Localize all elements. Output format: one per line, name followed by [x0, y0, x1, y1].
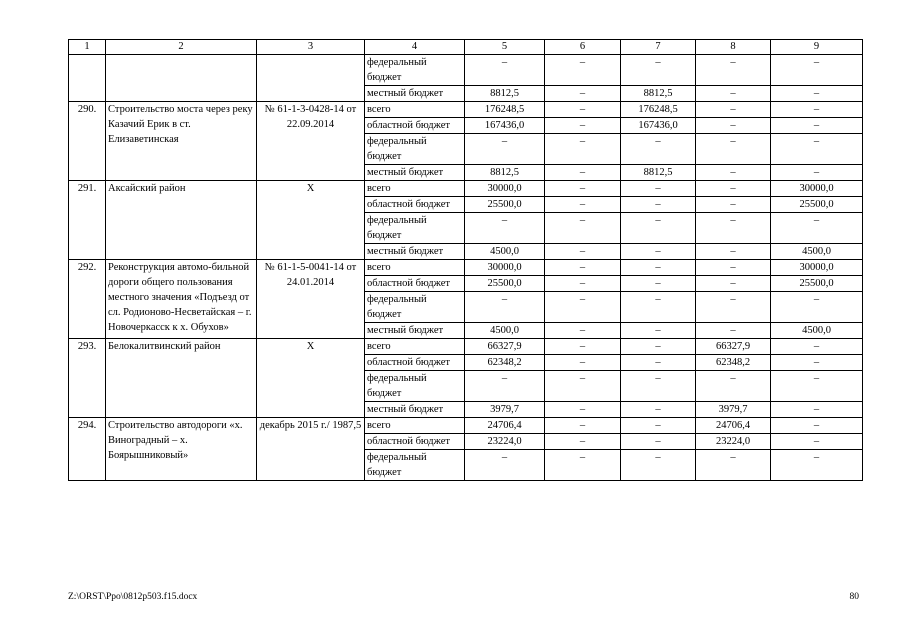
value-cell: –: [771, 165, 863, 181]
funding-source-cell: местный бюджет: [365, 323, 465, 339]
value-cell: –: [771, 371, 863, 402]
value-cell: 25500,0: [465, 197, 545, 213]
header-cell: 9: [771, 40, 863, 55]
value-cell: 4500,0: [465, 323, 545, 339]
value-cell: 30000,0: [465, 260, 545, 276]
funding-source-cell: федеральный бюджет: [365, 213, 465, 244]
value-cell: –: [621, 55, 696, 86]
value-cell: –: [545, 197, 621, 213]
header-cell: 2: [106, 40, 257, 55]
value-cell: –: [696, 292, 771, 323]
value-cell: –: [545, 134, 621, 165]
value-cell: –: [771, 402, 863, 418]
value-cell: 8812,5: [621, 165, 696, 181]
value-cell: –: [545, 181, 621, 197]
value-cell: 3979,7: [465, 402, 545, 418]
header-cell: 1: [69, 40, 106, 55]
budget-table: [68, 39, 863, 481]
value-cell: –: [621, 134, 696, 165]
value-cell: 24706,4: [696, 418, 771, 434]
value-cell: –: [696, 260, 771, 276]
value-cell: –: [545, 339, 621, 355]
item-doc-cell: Х: [257, 339, 365, 418]
value-cell: –: [621, 371, 696, 402]
funding-source-cell: областной бюджет: [365, 197, 465, 213]
value-cell: –: [621, 197, 696, 213]
value-cell: 8812,5: [621, 86, 696, 102]
value-cell: –: [621, 418, 696, 434]
value-cell: 167436,0: [621, 118, 696, 134]
item-number-cell: 290.: [69, 102, 106, 181]
value-cell: –: [621, 434, 696, 450]
item-number-cell: 294.: [69, 418, 106, 481]
table-row: [69, 181, 863, 197]
value-cell: –: [545, 371, 621, 402]
value-cell: 23224,0: [465, 434, 545, 450]
funding-source-cell: местный бюджет: [365, 244, 465, 260]
value-cell: –: [545, 276, 621, 292]
value-cell: –: [696, 86, 771, 102]
value-cell: –: [545, 260, 621, 276]
value-cell: –: [621, 181, 696, 197]
table-row: [69, 418, 863, 434]
value-cell: –: [696, 118, 771, 134]
value-cell: –: [696, 244, 771, 260]
value-cell: –: [696, 450, 771, 481]
value-cell: –: [696, 323, 771, 339]
value-cell: –: [545, 434, 621, 450]
header-cell: 6: [545, 40, 621, 55]
funding-source-cell: местный бюджет: [365, 86, 465, 102]
value-cell: –: [621, 260, 696, 276]
value-cell: –: [465, 450, 545, 481]
value-cell: 66327,9: [696, 339, 771, 355]
value-cell: –: [621, 292, 696, 323]
value-cell: –: [771, 86, 863, 102]
funding-source-cell: областной бюджет: [365, 276, 465, 292]
value-cell: –: [465, 371, 545, 402]
value-cell: –: [771, 134, 863, 165]
value-cell: –: [696, 213, 771, 244]
value-cell: –: [465, 213, 545, 244]
table-row: [69, 260, 863, 276]
value-cell: 4500,0: [771, 244, 863, 260]
item-name-cell: Строительство моста через реку Казачий Ерик в ст. Елизаветинская: [106, 102, 257, 181]
page-number: 80: [849, 592, 859, 602]
header-cell: 5: [465, 40, 545, 55]
value-cell: 30000,0: [771, 260, 863, 276]
value-cell: 30000,0: [465, 181, 545, 197]
item-doc-cell: [257, 55, 365, 102]
value-cell: 176248,5: [465, 102, 545, 118]
item-number-cell: [69, 55, 106, 102]
funding-source-cell: всего: [365, 418, 465, 434]
value-cell: –: [771, 213, 863, 244]
value-cell: 176248,5: [621, 102, 696, 118]
value-cell: 4500,0: [465, 244, 545, 260]
value-cell: –: [771, 450, 863, 481]
header-cell: 7: [621, 40, 696, 55]
value-cell: –: [545, 402, 621, 418]
value-cell: 25500,0: [465, 276, 545, 292]
value-cell: –: [465, 55, 545, 86]
value-cell: 30000,0: [771, 181, 863, 197]
value-cell: –: [545, 244, 621, 260]
funding-source-cell: федеральный бюджет: [365, 450, 465, 481]
value-cell: –: [621, 402, 696, 418]
funding-source-cell: всего: [365, 102, 465, 118]
value-cell: –: [621, 323, 696, 339]
value-cell: –: [621, 213, 696, 244]
funding-source-cell: всего: [365, 260, 465, 276]
funding-source-cell: федеральный бюджет: [365, 55, 465, 86]
value-cell: –: [696, 134, 771, 165]
item-doc-cell: № 61-1-5-0041-14 от 24.01.2014: [257, 260, 365, 339]
value-cell: –: [621, 355, 696, 371]
value-cell: 62348,2: [465, 355, 545, 371]
header-cell: 4: [365, 40, 465, 55]
value-cell: –: [696, 102, 771, 118]
value-cell: 23224,0: [696, 434, 771, 450]
header-cell: 3: [257, 40, 365, 55]
value-cell: –: [696, 165, 771, 181]
value-cell: –: [545, 102, 621, 118]
value-cell: –: [621, 450, 696, 481]
value-cell: –: [771, 418, 863, 434]
value-cell: –: [545, 355, 621, 371]
value-cell: –: [696, 371, 771, 402]
value-cell: –: [771, 55, 863, 86]
value-cell: –: [545, 86, 621, 102]
item-number-cell: 293.: [69, 339, 106, 418]
table-row: [69, 102, 863, 118]
table-row: [69, 55, 863, 86]
item-doc-cell: № 61-1-3-0428-14 от 22.09.2014: [257, 102, 365, 181]
value-cell: –: [621, 276, 696, 292]
value-cell: 25500,0: [771, 197, 863, 213]
value-cell: –: [621, 339, 696, 355]
value-cell: –: [545, 118, 621, 134]
value-cell: –: [621, 244, 696, 260]
value-cell: –: [545, 323, 621, 339]
item-name-cell: [106, 55, 257, 102]
value-cell: 8812,5: [465, 165, 545, 181]
value-cell: –: [696, 276, 771, 292]
value-cell: –: [771, 292, 863, 323]
funding-source-cell: всего: [365, 181, 465, 197]
item-number-cell: 291.: [69, 181, 106, 260]
value-cell: 8812,5: [465, 86, 545, 102]
funding-source-cell: федеральный бюджет: [365, 292, 465, 323]
value-cell: –: [545, 55, 621, 86]
funding-source-cell: федеральный бюджет: [365, 134, 465, 165]
value-cell: –: [545, 450, 621, 481]
value-cell: 66327,9: [465, 339, 545, 355]
item-number-cell: 292.: [69, 260, 106, 339]
item-name-cell: Строительство автодороги «х. Виноградный – х. Боярышниковый»: [106, 418, 257, 481]
value-cell: –: [545, 213, 621, 244]
value-cell: –: [771, 118, 863, 134]
value-cell: –: [465, 292, 545, 323]
value-cell: –: [545, 418, 621, 434]
value-cell: –: [696, 55, 771, 86]
item-name-cell: Аксайский район: [106, 181, 257, 260]
value-cell: 24706,4: [465, 418, 545, 434]
funding-source-cell: местный бюджет: [365, 165, 465, 181]
footer-file-path: Z:\ORST\Ppo\0812p503.f15.docx: [68, 592, 198, 602]
value-cell: –: [696, 181, 771, 197]
value-cell: 4500,0: [771, 323, 863, 339]
header-cell: 8: [696, 40, 771, 55]
item-doc-cell: декабрь 2015 г./ 1987,5: [257, 418, 365, 481]
value-cell: 25500,0: [771, 276, 863, 292]
funding-source-cell: местный бюджет: [365, 402, 465, 418]
item-doc-cell: Х: [257, 181, 365, 260]
value-cell: –: [696, 197, 771, 213]
header-row: [69, 40, 863, 55]
value-cell: 62348,2: [696, 355, 771, 371]
value-cell: –: [545, 165, 621, 181]
funding-source-cell: областной бюджет: [365, 434, 465, 450]
value-cell: –: [771, 339, 863, 355]
item-name-cell: Реконструкция автомо-бильной дороги общего пользования местного значения «Подъезд от сл. Родионово-Несветайская – г. Новочеркасск к х. Обухов»: [106, 260, 257, 339]
funding-source-cell: областной бюджет: [365, 355, 465, 371]
value-cell: –: [545, 292, 621, 323]
table-row: [69, 339, 863, 355]
value-cell: 3979,7: [696, 402, 771, 418]
value-cell: –: [771, 102, 863, 118]
funding-source-cell: федеральный бюджет: [365, 371, 465, 402]
value-cell: –: [771, 434, 863, 450]
funding-source-cell: всего: [365, 339, 465, 355]
table-body: [69, 55, 863, 481]
value-cell: –: [771, 355, 863, 371]
value-cell: –: [465, 134, 545, 165]
funding-source-cell: областной бюджет: [365, 118, 465, 134]
item-name-cell: Белокалитвинский район: [106, 339, 257, 418]
value-cell: 167436,0: [465, 118, 545, 134]
